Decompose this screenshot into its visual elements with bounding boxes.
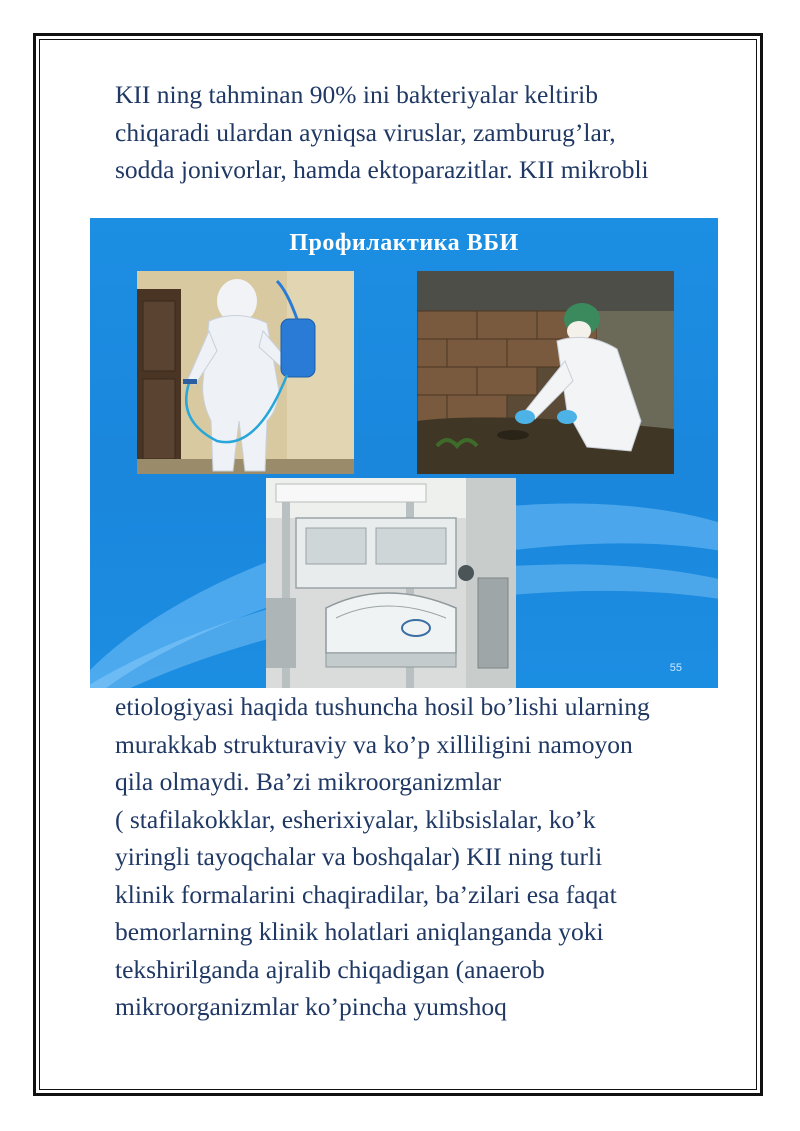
text-line: ( stafilakokklar, esherixiyalar, klibsislalar, ko’k	[115, 804, 596, 834]
presentation-slide-image	[90, 218, 718, 688]
text-line: qila olmaydi. Ba’zi mikroorganizmlar	[115, 767, 502, 796]
text-line: sodda jonivorlar, hamda ektoparazitlar. KII mikrobli	[115, 155, 649, 184]
text-line: yiringli tayoqchalar va boshqalar) KII ning turli	[115, 842, 603, 871]
text-line: mikroorganizmlar ko’pincha yumshoq	[115, 992, 507, 1021]
text-line: murakkab strukturaviy va ko’p xilliligini namoyon	[115, 729, 633, 759]
text-line: tekshirilganda ajralib chiqadigan (anaerob	[115, 954, 545, 984]
sampling-worker-illustration	[417, 271, 674, 474]
text-line: etiologiyasi haqida tushuncha hosil bo’lishi ularning	[115, 692, 650, 721]
slide-number: 55	[669, 662, 682, 674]
text-line: chiqaradi ulardan ayniqsa viruslar, zamburug’lar,	[115, 117, 616, 147]
photo-incubator	[266, 478, 516, 688]
text-line: bemorlarning klinik holatlari aniqlanganda yoki	[115, 917, 604, 946]
paragraph-top	[115, 76, 745, 189]
photo-sampling-worker	[417, 271, 674, 474]
photo-disinfection-worker	[137, 271, 354, 474]
slide-title: Профилактика ВБИ	[289, 230, 519, 256]
incubator-illustration	[266, 478, 516, 688]
text-line: klinik formalarini chaqiradilar, ba’zilari esa faqat	[115, 879, 617, 909]
paragraph-bottom	[115, 688, 745, 1026]
disinfection-worker-illustration	[137, 271, 354, 474]
text-line: KII ning tahminan 90% ini bakteriyalar keltirib	[115, 80, 598, 109]
